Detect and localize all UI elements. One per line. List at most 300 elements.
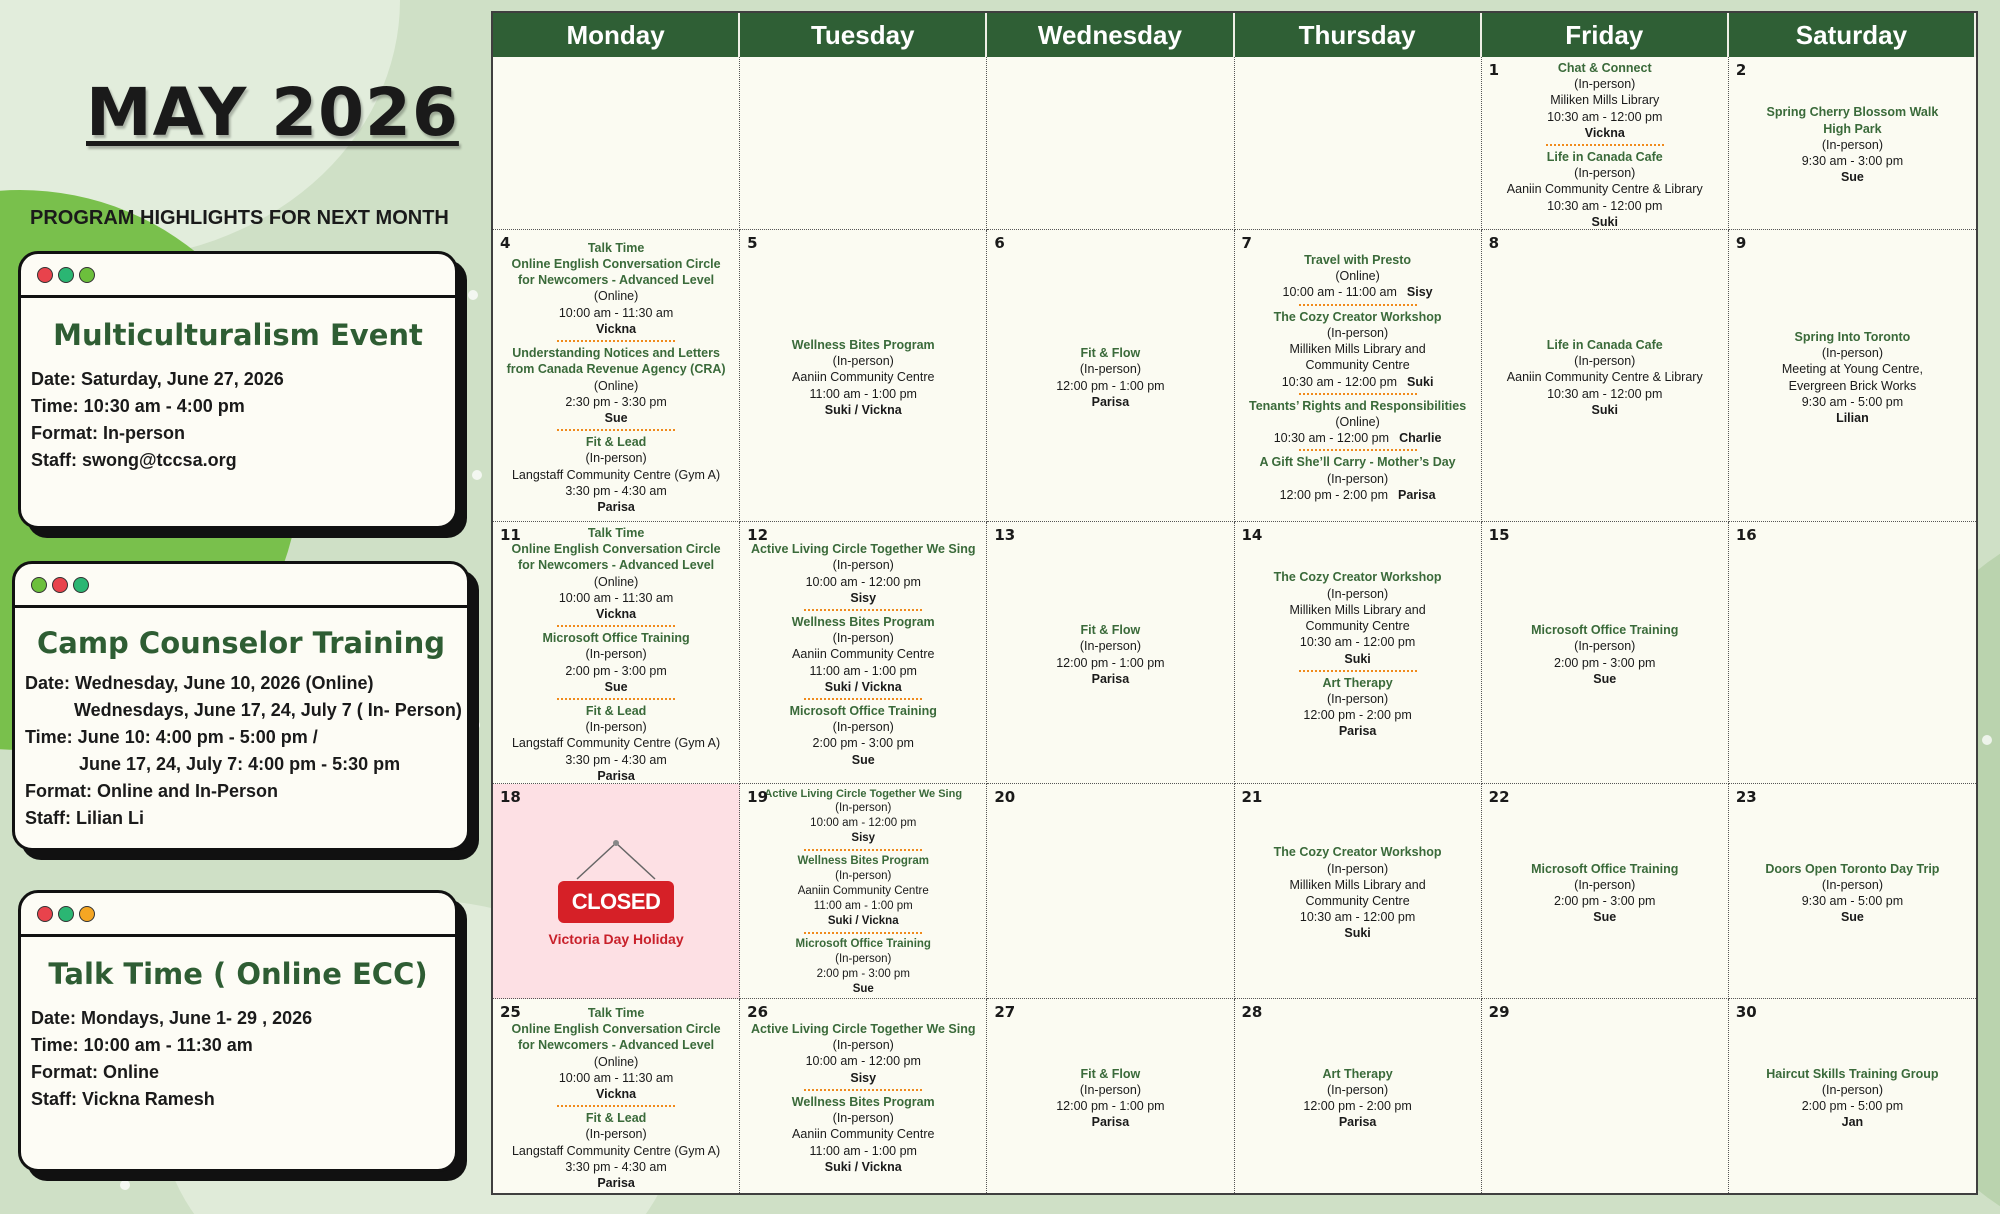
day-number: 28 [1241,1003,1263,1021]
decorative-dot [470,720,480,730]
event-detail: 10:30 am - 12:00 pm [1547,198,1663,213]
calendar-day-cell [1235,784,1482,999]
event-title: for Newcomers - Advanced Level [518,1038,715,1053]
event-separator [804,609,922,611]
event-title: Active Living Circle Together We Sing [750,542,976,557]
day-number: 14 [1241,526,1263,544]
event-staff: Jan [1841,1115,1864,1130]
event-detail: 2:00 pm - 3:00 pm [565,663,667,678]
event-detail: 10:30 am - 12:00 pm [1547,109,1663,124]
card-detail-line: June 17, 24, July 7: 4:00 pm - 5:30 pm [79,754,401,774]
event-staff: Sisy [850,590,877,605]
event-separator [1299,449,1417,451]
event-title: Fit & Lead [585,435,647,450]
calendar-day-cell [740,522,987,784]
event-detail: 11:00 am - 1:00 pm [809,386,917,401]
card-detail-line: Date: Mondays, June 1- 29 , 2026 [31,1008,313,1028]
event-detail: Miliken Mills Library [1550,93,1660,108]
day-number: 30 [1735,1003,1757,1021]
event-staff: Sue [852,983,874,995]
event-detail: (In-person) [585,720,647,735]
event-staff: Parisa [597,1175,635,1190]
event-title: Online English Conversation Circle [511,257,721,272]
event-separator [1546,144,1664,146]
weekday-header-tuesday: Tuesday [740,13,987,57]
event-staff: Suki [1407,374,1434,389]
event-staff: Parisa [1091,1115,1130,1130]
calendar-day-cell [1729,230,1976,522]
event-detail: Langstaff Community Centre (Gym A) [511,467,721,482]
event-time: 12:00 pm - 2:00 pm [1279,487,1389,502]
day-number: 2 [1735,61,1747,79]
window-dot-icon [79,267,95,283]
event-detail: 2:00 pm - 3:00 pm [1554,894,1656,908]
event-staff: Suki [1591,214,1618,229]
calendar-day-cell [987,999,1234,1193]
day-number: 13 [994,526,1016,544]
event-time-staff [1282,374,1434,390]
event-staff: Parisa [1338,1115,1377,1130]
event-detail: Aaniin Community Centre [797,885,929,897]
window-dot-icon [37,267,53,283]
event-title: Fit & Flow [1080,346,1141,361]
event-time: 10:00 am - 11:00 am [1282,285,1397,300]
day-number: 20 [994,788,1016,806]
calendar-day-cell [1235,230,1482,522]
event-detail: (In-person) [832,354,894,369]
decorative-dot [468,290,478,300]
event-detail: 10:00 am - 11:30 am [558,1070,674,1085]
event-detail: 2:00 pm - 5:00 pm [1801,1099,1904,1113]
event-separator [557,698,675,700]
event-detail: (In-person) [1574,166,1636,181]
event-detail: 3:30 pm - 4:30 am [565,1159,667,1174]
event-detail: 12:00 pm - 1:00 pm [1056,1099,1165,1113]
card-detail-line: Staff: swong@tccsa.org [31,450,237,470]
event-staff: Parisa [1091,671,1130,686]
event-separator [1299,304,1417,306]
window-dot-icon [58,906,74,922]
event-title: Microsoft Office Training [1531,623,1679,638]
event-detail: Evergreen Brick Works [1788,378,1917,393]
window-dot-icon [58,267,74,283]
calendar-day-cell [493,999,740,1193]
event-title: Life in Canada Cafe [1546,150,1663,164]
day-number: 6 [994,234,1005,252]
event-separator [804,849,922,851]
window-dot-icon [31,577,47,593]
card-details [21,366,455,474]
event-detail: 9:30 am - 5:00 pm [1801,894,1904,908]
decorative-dot [1982,735,1992,745]
event-detail: (In-person) [1821,137,1883,152]
event-detail: (Online) [593,1054,639,1069]
calendar-day-cell [740,784,987,999]
event-title: A Gift She’ll Carry - Mother’s Day [1259,455,1456,470]
calendar-day-cell [1482,784,1729,999]
window-dot-icon [73,577,89,593]
event-staff: Suki [1344,651,1371,666]
weekday-header-thursday: Thursday [1235,13,1482,57]
event-time: 10:30 am - 12:00 pm [1281,374,1398,389]
card-title: Multiculturalism Event [53,318,423,352]
day-number: 23 [1735,788,1757,806]
window-bar [21,254,455,298]
event-title: Haircut Skills Training Group [1766,1066,1939,1081]
decorative-dot [472,470,482,480]
event-detail: (In-person) [832,1111,894,1126]
day-number: 9 [1735,234,1747,252]
closed-notice [549,839,684,947]
event-detail: (In-person) [585,451,647,466]
day-number: 7 [1241,234,1252,252]
event-staff: Suki [1591,402,1618,417]
highlight-card-multiculturalism [18,251,458,529]
event-detail: (In-person) [832,1038,894,1053]
event-staff: Suki / Vickna [824,402,902,417]
event-detail: (In-person) [1821,346,1883,361]
card-detail-line: Format: Online [31,1062,160,1082]
calendar-day-cell [1235,57,1482,230]
event-detail: (In-person) [835,802,892,814]
day-number: 15 [1488,526,1510,544]
event-title: Wellness Bites Program [791,1094,935,1109]
event-detail: (Online) [593,378,639,393]
event-detail: (In-person) [1821,1082,1883,1097]
calendar-day-cell [987,784,1234,999]
event-detail: 2:00 pm - 3:00 pm [812,736,914,751]
window-bar [21,893,455,937]
calendar-day-cell [1482,230,1729,522]
calendar-day-cell [740,999,987,1193]
event-title: from Canada Revenue Agency (CRA) [506,362,726,377]
event-separator [557,429,675,431]
event-staff: Suki / Vickna [824,1159,902,1174]
calendar-day-cell [740,230,987,522]
event-detail: (Online) [593,574,639,589]
event-detail: Milliken Mills Library and [1289,602,1426,617]
closed-sign: CLOSED [558,881,675,923]
highlight-card-talk-time [18,890,458,1172]
event-staff: Sue [1593,910,1617,925]
day-number: 12 [747,526,769,544]
event-title: The Cozy Creator Workshop [1273,845,1442,860]
card-detail-line: Staff: Lilian Li [25,808,144,828]
program-highlights-heading: PROGRAM HIGHLIGHTS FOR NEXT MONTH [30,207,449,229]
event-detail: Aaniin Community Centre & Library [1506,370,1703,385]
event-detail: 9:30 am - 3:00 pm [1801,154,1904,169]
event-detail: 2:00 pm - 3:00 pm [816,968,910,980]
event-title: High Park [1823,121,1882,136]
event-detail: Aaniin Community Centre [792,370,935,385]
event-title: Online English Conversation Circle [511,542,721,557]
event-detail: (In-person) [1574,877,1636,892]
event-staff: Vickna [596,321,637,336]
event-separator [804,932,922,934]
event-time-staff [1280,487,1436,503]
event-detail: Community Centre [1305,358,1410,373]
event-detail: 3:30 pm - 4:30 am [565,752,667,767]
card-detail-line: Date: Wednesday, June 10, 2026 (Online) [25,673,374,693]
event-detail: 9:30 am - 5:00 pm [1801,394,1904,409]
weekday-header-monday: Monday [493,13,740,57]
event-detail: (Online) [1335,414,1380,429]
event-staff: Parisa [1398,487,1436,502]
event-title: for Newcomers - Advanced Level [518,558,715,573]
event-detail: 10:30 am - 12:00 pm [1299,635,1416,650]
event-title: Travel with Presto [1304,253,1412,268]
card-detail-line: Time: 10:00 am - 11:30 am [31,1035,253,1055]
event-title: Wellness Bites Program [797,855,929,867]
day-number: 18 [500,788,521,806]
event-detail: Aaniin Community Centre [792,647,935,662]
card-detail-line: Wednesdays, June 17, 24, July 7 ( In- Person) [74,700,462,720]
event-detail: Community Centre [1305,619,1410,634]
event-detail: 11:00 am - 1:00 pm [813,900,913,912]
event-detail: 11:00 am - 1:00 pm [809,1143,917,1158]
sign-hanger-icon [571,839,661,881]
event-detail: (In-person) [832,631,894,646]
event-detail: 10:00 am - 12:00 pm [805,574,921,589]
calendar-day-cell [1482,999,1729,1193]
calendar-day-cell [987,522,1234,784]
calendar-day-cell [493,784,740,999]
event-detail: 10:00 am - 11:30 am [558,590,674,605]
day-number: 4 [500,234,511,252]
event-separator [557,340,675,342]
event-title: Microsoft Office Training [795,938,931,950]
calendar-day-cell [987,230,1234,522]
day-number: 22 [1488,788,1510,806]
event-detail: (In-person) [1079,1082,1141,1097]
event-staff: Sue [604,679,628,694]
event-title: Talk Time [587,525,645,540]
event-staff: Suki [1344,926,1371,941]
event-title: for Newcomers - Advanced Level [518,273,715,288]
event-staff: Parisa [597,768,635,783]
card-detail-line: Staff: Vickna Ramesh [31,1089,215,1109]
event-title: Talk Time [587,240,645,255]
event-title: Microsoft Office Training [542,631,690,646]
event-detail: (Online) [593,289,639,304]
event-staff: Sisy [850,1070,877,1085]
event-detail: 10:00 am - 12:00 pm [810,817,917,829]
window-dot-icon [79,906,95,922]
calendar-day-cell [1729,999,1976,1193]
event-detail: 10:00 am - 11:30 am [558,305,674,320]
event-title: Talk Time [587,1005,645,1020]
event-detail: (In-person) [1079,639,1141,654]
event-staff: Parisa [1091,394,1130,409]
event-detail: (In-person) [832,720,894,735]
window-bar [15,564,467,608]
event-detail: (In-person) [585,647,647,662]
highlight-card-camp-counselor [12,561,470,851]
day-number: 5 [747,234,758,252]
event-detail: 12:00 pm - 2:00 pm [1303,1099,1412,1113]
event-staff: Suki / Vickna [827,915,899,927]
calendar-day-cell [493,522,740,784]
calendar-day-cell [740,57,987,230]
event-detail: Aaniin Community Centre [792,1127,935,1142]
calendar-day-cell [1729,784,1976,999]
event-staff: Sisy [1406,285,1433,300]
day-number: 21 [1241,788,1263,806]
card-detail-line: Time: June 10: 4:00 pm - 5:00 pm / [25,727,318,747]
decorative-dot [120,1180,130,1190]
event-detail: (In-person) [1327,325,1389,340]
weekday-header-friday: Friday [1482,13,1729,57]
event-title: Tenants’ Rights and Responsibilities [1248,398,1467,413]
day-number: 19 [747,788,769,806]
event-title: Active Living Circle Together We Sing [764,788,963,800]
weekday-header-wednesday: Wednesday [987,13,1234,57]
event-title: Chat & Connect [1557,60,1652,75]
event-detail: Langstaff Community Centre (Gym A) [511,736,721,751]
event-detail: 2:00 pm - 3:00 pm [1554,655,1656,670]
day-number: 8 [1488,234,1500,252]
event-detail: (In-person) [835,870,892,882]
calendar-day-cell [1235,522,1482,784]
event-time-staff [1283,284,1433,300]
calendar-day-cell [493,230,740,522]
event-detail: (In-person) [1327,1082,1389,1097]
calendar-day-cell [493,57,740,230]
event-detail: (In-person) [1574,354,1636,369]
month-title: MAY 2026 [86,74,459,151]
event-staff: Sue [1840,910,1864,925]
event-title: Microsoft Office Training [789,704,937,718]
event-separator [1299,670,1417,672]
calendar-day-cell [1729,57,1976,230]
event-staff: Vickna [1584,125,1625,140]
event-staff: Charlie [1399,431,1442,446]
event-detail: (In-person) [1821,877,1883,892]
event-separator [1299,393,1417,395]
calendar-grid [491,11,1978,1195]
event-title: Active Living Circle Together We Sing [750,1022,976,1037]
event-separator [557,1105,675,1107]
event-time: 10:30 am - 12:00 pm [1273,431,1390,446]
event-detail: (In-person) [832,558,894,573]
event-detail: Meeting at Young Centre, [1781,362,1923,377]
event-detail: 2:30 pm - 3:30 pm [565,394,667,409]
event-staff: Sisy [851,832,876,844]
event-detail: 12:00 pm - 1:00 pm [1056,378,1165,393]
card-detail-line: Time: 10:30 am - 4:00 pm [31,396,245,416]
day-number: 26 [747,1003,769,1021]
window-dot-icon [37,906,53,922]
event-title: Spring Into Toronto [1794,329,1911,344]
event-title: Art Therapy [1322,1066,1393,1081]
calendar-day-cell [1235,999,1482,1193]
event-title: Fit & Flow [1080,1066,1141,1081]
day-number: 25 [500,1003,521,1021]
event-title: Wellness Bites Program [791,337,935,352]
event-detail: Aaniin Community Centre & Library [1506,182,1703,197]
event-detail: 12:00 pm - 1:00 pm [1056,655,1165,670]
event-detail: Milliken Mills Library and [1289,342,1426,357]
card-details [21,1005,455,1113]
calendar-day-cell [1729,522,1976,784]
card-detail-line: Format: In-person [31,423,186,443]
event-staff: Sue [1840,170,1864,185]
event-detail: 10:00 am - 12:00 pm [805,1054,921,1069]
event-staff: Sue [1593,671,1617,686]
event-detail: Milliken Mills Library and [1289,877,1426,892]
event-time-staff [1274,430,1442,446]
day-number: 16 [1735,526,1757,544]
day-number: 11 [500,526,521,544]
calendar-day-cell [987,57,1234,230]
event-detail: 12:00 pm - 2:00 pm [1303,708,1412,723]
calendar-day-cell [1482,522,1729,784]
event-staff: Sue [604,410,628,425]
event-title: Microsoft Office Training [1531,861,1679,876]
event-detail: (In-person) [1327,861,1389,876]
event-separator [804,698,922,700]
event-detail: 10:30 am - 12:00 pm [1299,910,1416,925]
event-staff: Lilian [1836,410,1869,425]
weekday-header-saturday: Saturday [1729,13,1976,57]
window-dot-icon [52,577,68,593]
event-title: Understanding Notices and Letters [512,346,720,361]
calendar-day-cell [1482,57,1729,230]
event-detail: (In-person) [585,1127,647,1142]
event-title: Fit & Lead [585,704,647,719]
event-title: Spring Cherry Blossom Walk [1766,105,1939,120]
card-title: Camp Counselor Training [36,626,445,660]
holiday-label: Victoria Day Holiday [548,930,684,947]
event-title: Online English Conversation Circle [511,1022,721,1037]
day-number: 1 [1488,61,1500,79]
event-staff: Sue [851,752,875,767]
event-title: Life in Canada Cafe [1546,337,1663,352]
event-detail: (In-person) [1574,639,1636,654]
event-detail: (In-person) [1327,586,1389,601]
event-detail: 11:00 am - 1:00 pm [809,663,917,678]
event-staff: Vickna [596,1086,637,1101]
event-title: Art Therapy [1322,675,1393,690]
event-detail: Community Centre [1305,894,1410,908]
event-staff: Suki / Vickna [824,679,902,694]
event-detail: Langstaff Community Centre (Gym A) [511,1143,721,1158]
event-title: Fit & Lead [585,1111,647,1126]
event-detail: (In-person) [1574,77,1636,92]
event-separator [557,625,675,627]
event-detail: (In-person) [835,953,892,965]
card-details [15,670,467,832]
day-number: 27 [994,1003,1016,1021]
event-title: Fit & Flow [1080,623,1141,638]
event-detail: (In-person) [1327,691,1389,706]
card-detail-line: Format: Online and In-Person [25,781,279,801]
event-detail: (In-person) [1327,471,1389,486]
card-title: Talk Time ( Online ECC) [48,957,428,991]
event-detail: (In-person) [1079,362,1141,377]
event-title: The Cozy Creator Workshop [1273,570,1442,585]
event-title: Doors Open Toronto Day Trip [1765,861,1940,876]
event-detail: 3:30 pm - 4:30 am [565,483,667,498]
event-title: Wellness Bites Program [791,614,935,629]
event-staff: Vickna [596,607,637,621]
event-detail: (Online) [1335,269,1380,284]
day-number: 29 [1488,1003,1510,1021]
event-title: The Cozy Creator Workshop [1273,309,1442,324]
event-separator [804,1089,922,1091]
event-detail: 10:30 am - 12:00 pm [1547,386,1663,401]
card-detail-line: Date: Saturday, June 27, 2026 [31,369,284,389]
